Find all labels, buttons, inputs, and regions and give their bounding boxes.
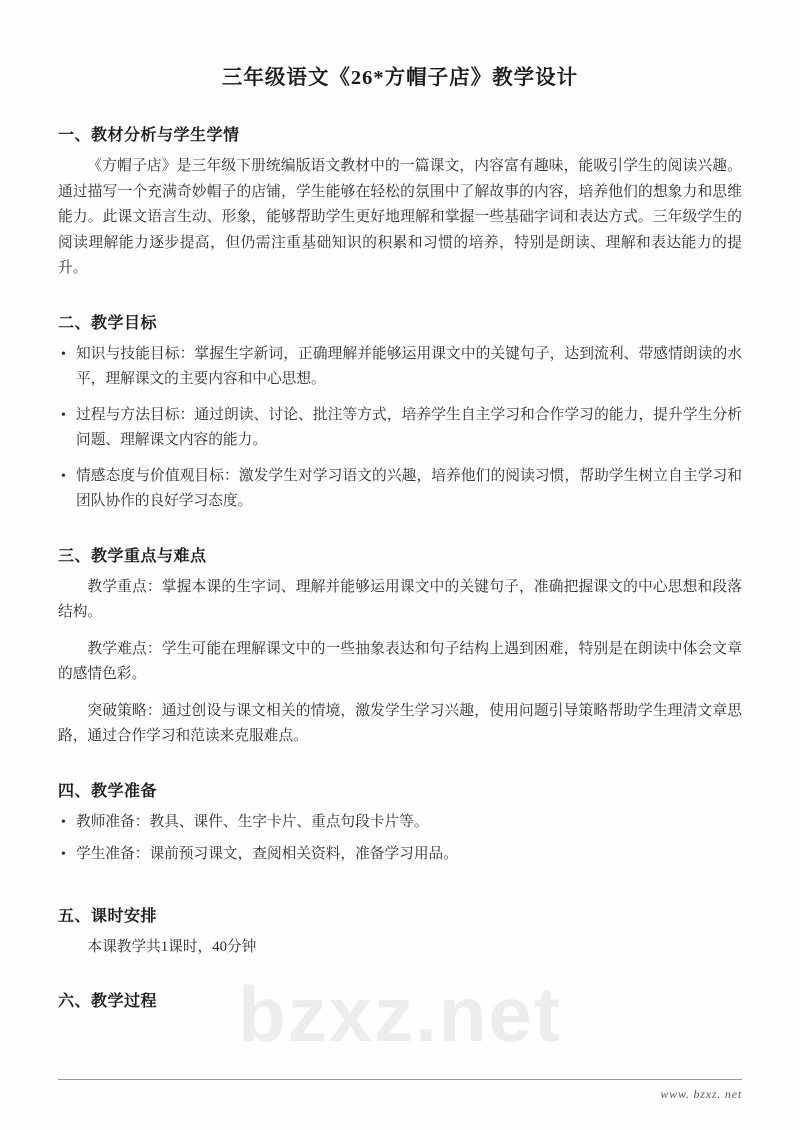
section-heading-5: 五、课时安排 bbox=[58, 907, 158, 925]
footer-url: www. bzxz. net bbox=[660, 1087, 742, 1101]
section-teaching-objectives bbox=[58, 282, 742, 515]
list-item: • 过程与方法目标：通过朗读、讨论、批注等方式，培养学生自主学习和合作学习的能力，提升学生分析问题、理解课文内容的能力。 bbox=[58, 403, 742, 454]
section-class-schedule bbox=[58, 875, 742, 961]
page-title: 三年级语文《26*方帽子店》教学设计 bbox=[221, 67, 579, 89]
page-footer bbox=[58, 1079, 742, 1102]
section-heading-6: 六、教学过程 bbox=[58, 993, 158, 1010]
footer-divider bbox=[58, 1079, 742, 1080]
list-item: • 学生准备：课前预习课文，查阅相关资料，准备学习用品。 bbox=[58, 842, 742, 868]
section-heading-2: 二、教学目标 bbox=[58, 314, 158, 332]
section-3-paragraph-key-point: 教学重点：掌握本课的生字词、理解并能够运用课文中的关键句子，准确把握课文的中心思想和段落结构。 bbox=[58, 578, 742, 620]
section-teaching-preparation bbox=[58, 750, 742, 868]
list-item: • 知识与技能目标：掌握生字新词，正确理解并能够运用课文中的关键句子，达到流利、带感情朗读的水平，理解课文的主要内容和中心思想。 bbox=[58, 342, 742, 393]
section-1-paragraph: 《方帽子店》是三年级下册统编版语文教材中的一篇课文，内容富有趣味，能吸引学生的阅读兴趣。通过描写一个充满奇妙帽子的店铺，学生能够在轻松的氛围中了解故事的内容，培养他们的想象力和思维能力。此课文语言生动、形象，能够帮助学生更好地理解和掌握一些基础字词和表达方式。三年级学生的阅读理解能力逐步提高，但仍需注重基础知识的积累和习惯的培养，特别是朗读、理解和表达能力的提升。 bbox=[58, 158, 742, 276]
section-3-paragraph-difficulty: 教学难点：学生可能在理解课文中的一些抽象表达和句子结构上遇到困难，特别是在朗读中体会文章的感情色彩。 bbox=[58, 640, 742, 682]
section-5-paragraph: 本课教学共1课时，40分钟 bbox=[87, 938, 257, 955]
teaching-objectives-list bbox=[58, 342, 742, 515]
section-heading-1: 一、教材分析与学生学情 bbox=[58, 127, 240, 144]
teaching-preparation-list bbox=[58, 810, 742, 868]
list-item: • 情感态度与价值观目标：激发学生对学习语文的兴趣，培养他们的阅读习惯，帮助学生树立自主学习和团队协作的良好学习态度。 bbox=[58, 464, 742, 515]
section-teaching-process bbox=[58, 960, 742, 1020]
section-key-points-difficulties bbox=[58, 515, 742, 750]
section-3-paragraph-strategy: 突破策略：通过创设与课文相关的情境，激发学生学习兴趣，使用问题引导策略帮助学生理清文章思路，通过合作学习和范读来克服难点。 bbox=[58, 702, 742, 744]
watermark-bzxz: bzxz.net bbox=[238, 970, 562, 1058]
section-teaching-material-analysis bbox=[58, 94, 742, 282]
list-item: • 教师准备：教具、课件、生字卡片、重点句段卡片等。 bbox=[58, 810, 742, 836]
section-heading-4: 四、教学准备 bbox=[58, 782, 158, 800]
section-heading-3: 三、教学重点与难点 bbox=[58, 547, 207, 565]
